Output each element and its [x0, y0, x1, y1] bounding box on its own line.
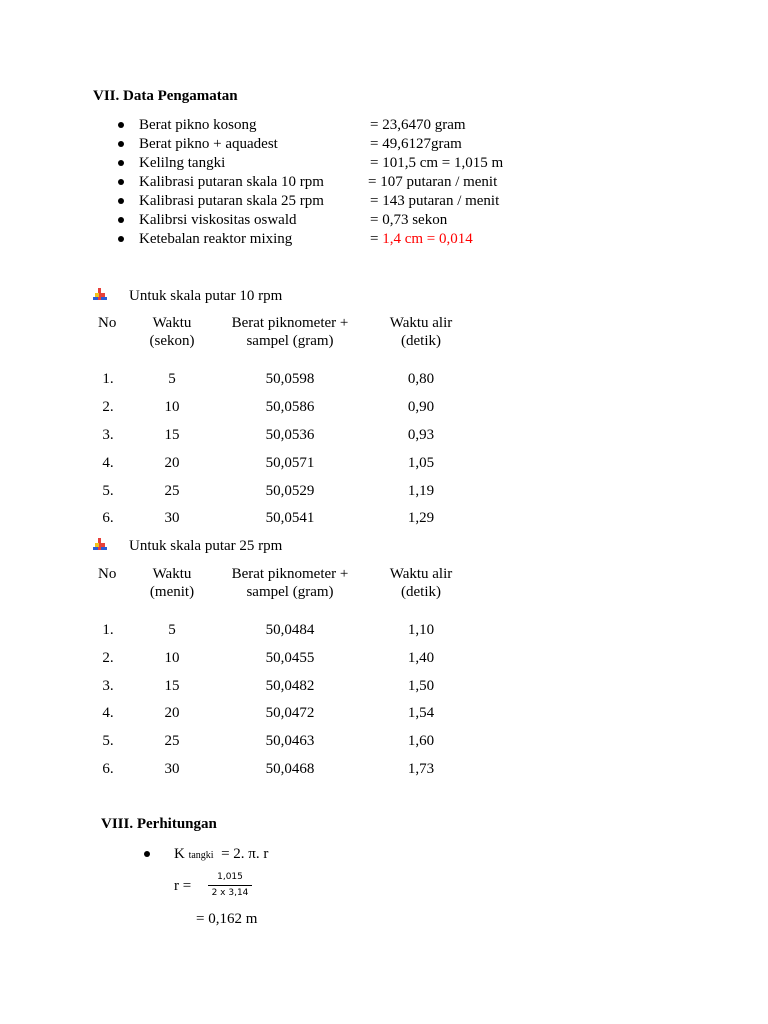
observation-label: Ketebalan reaktor mixing — [139, 231, 293, 247]
cell-berat: 50,0484 — [265, 622, 315, 638]
column-header-no: No — [98, 315, 117, 331]
k-rhs: = 2. π. r — [221, 846, 269, 862]
observation-label: Kelilng tangki — [139, 155, 226, 171]
cell-waktu: 5 — [168, 371, 176, 387]
cell-alir: 1,10 — [407, 622, 435, 638]
cell-berat: 50,0598 — [265, 371, 315, 387]
cell-berat: 50,0455 — [265, 650, 315, 666]
observation-label: Kalibrasi putaran skala 25 rpm — [139, 193, 324, 209]
cell-no: 6. — [102, 761, 114, 777]
cell-alir: 1,60 — [407, 733, 435, 749]
bullet-icon — [118, 236, 124, 242]
column-header-waktu: Waktu — [152, 566, 192, 582]
cell-no: 4. — [102, 455, 114, 471]
cell-alir: 1,50 — [407, 678, 435, 694]
cell-waktu: 30 — [164, 510, 180, 526]
cell-berat: 50,0571 — [265, 455, 315, 471]
cell-waktu: 10 — [164, 650, 180, 666]
cell-no: 5. — [102, 733, 114, 749]
cell-no: 3. — [102, 427, 114, 443]
cell-waktu: 30 — [164, 761, 180, 777]
cell-berat: 50,0468 — [265, 761, 315, 777]
column-header-alir: Waktu alir — [389, 566, 453, 582]
observation-value: = 107 putaran / menit — [368, 174, 498, 190]
cell-no: 5. — [102, 483, 114, 499]
cell-waktu: 10 — [164, 399, 180, 415]
column-header-waktu-unit: (menit) — [149, 584, 195, 600]
bullet-icon — [118, 217, 124, 223]
bullet-icon — [118, 122, 124, 128]
observation-value — [370, 230, 473, 248]
cell-alir: 0,90 — [407, 399, 435, 415]
bullet-icon — [118, 198, 124, 204]
r-lhs: r = — [174, 878, 192, 894]
column-header-waktu-unit: (sekon) — [149, 333, 195, 349]
cell-alir: 1,73 — [407, 761, 435, 777]
cell-waktu: 5 — [168, 622, 176, 638]
cell-alir: 1,05 — [407, 455, 435, 471]
column-header-waktu: Waktu — [152, 315, 192, 331]
cell-no: 1. — [102, 622, 114, 638]
observation-value: = 23,6470 gram — [370, 117, 466, 133]
cell-berat: 50,0463 — [265, 733, 315, 749]
cell-waktu: 15 — [164, 427, 180, 443]
cell-no: 2. — [102, 399, 114, 415]
cell-alir: 0,80 — [407, 371, 435, 387]
fraction-line — [208, 885, 252, 886]
cell-no: 2. — [102, 650, 114, 666]
observation-value-prefix: = — [370, 231, 383, 247]
bullet-icon — [118, 160, 124, 166]
column-header-berat-unit: sampel (gram) — [246, 333, 334, 349]
cell-berat: 50,0529 — [265, 483, 315, 499]
cell-alir: 1,29 — [407, 510, 435, 526]
bullet-icon — [118, 179, 124, 185]
r-result: = 0,162 m — [196, 911, 258, 927]
cell-waktu: 25 — [164, 483, 180, 499]
observation-value: = 143 putaran / menit — [370, 193, 500, 209]
cell-berat: 50,0472 — [265, 705, 315, 721]
column-header-alir-unit: (detik) — [401, 584, 441, 600]
observation-label: Berat pikno kosong — [139, 117, 257, 133]
cell-no: 1. — [102, 371, 114, 387]
observation-label: Kalibrsi viskositas oswald — [139, 212, 297, 228]
column-header-alir-unit: (detik) — [401, 333, 441, 349]
cell-waktu: 20 — [164, 705, 180, 721]
cell-berat: 50,0541 — [265, 510, 315, 526]
arrow-marker-icon — [93, 288, 107, 302]
cell-alir: 1,54 — [407, 705, 435, 721]
k-symbol: K — [174, 846, 185, 862]
cell-berat: 50,0536 — [265, 427, 315, 443]
cell-alir: 1,19 — [407, 483, 435, 499]
cell-alir: 1,40 — [407, 650, 435, 666]
r-numerator: 1,015 — [217, 872, 243, 882]
column-header-berat-unit: sampel (gram) — [246, 584, 334, 600]
cell-berat: 50,0586 — [265, 399, 315, 415]
table-title: Untuk skala putar 10 rpm — [129, 288, 283, 304]
column-header-berat: Berat piknometer + — [231, 315, 349, 331]
arrow-marker-icon — [93, 538, 107, 552]
observation-value-highlight: 1,4 cm = 0,014 — [382, 231, 473, 247]
cell-waktu: 20 — [164, 455, 180, 471]
observation-value: = 101,5 cm = 1,015 m — [370, 155, 504, 171]
bullet-icon — [118, 141, 124, 147]
column-header-berat: Berat piknometer + — [231, 566, 349, 582]
observation-label: Kalibrasi putaran skala 10 rpm — [139, 174, 324, 190]
cell-alir: 0,93 — [407, 427, 435, 443]
table-title: Untuk skala putar 25 rpm — [129, 538, 283, 554]
cell-berat: 50,0482 — [265, 678, 315, 694]
observation-value: = 49,6127gram — [370, 136, 462, 152]
cell-no: 3. — [102, 678, 114, 694]
column-header-no: No — [98, 566, 117, 582]
cell-waktu: 25 — [164, 733, 180, 749]
observation-label: Berat pikno + aquadest — [139, 136, 278, 152]
observation-value: = 0,73 sekon — [370, 212, 448, 228]
k-formula — [174, 845, 268, 865]
section-heading-data: VII. Data Pengamatan — [93, 88, 238, 104]
bullet-icon — [144, 851, 150, 857]
k-subscript: tangki — [188, 850, 214, 861]
cell-waktu: 15 — [164, 678, 180, 694]
r-denominator: 2 x 3,14 — [211, 888, 249, 898]
column-header-alir: Waktu alir — [389, 315, 453, 331]
cell-no: 4. — [102, 705, 114, 721]
section-heading-calculation: VIII. Perhitungan — [101, 816, 217, 832]
cell-no: 6. — [102, 510, 114, 526]
